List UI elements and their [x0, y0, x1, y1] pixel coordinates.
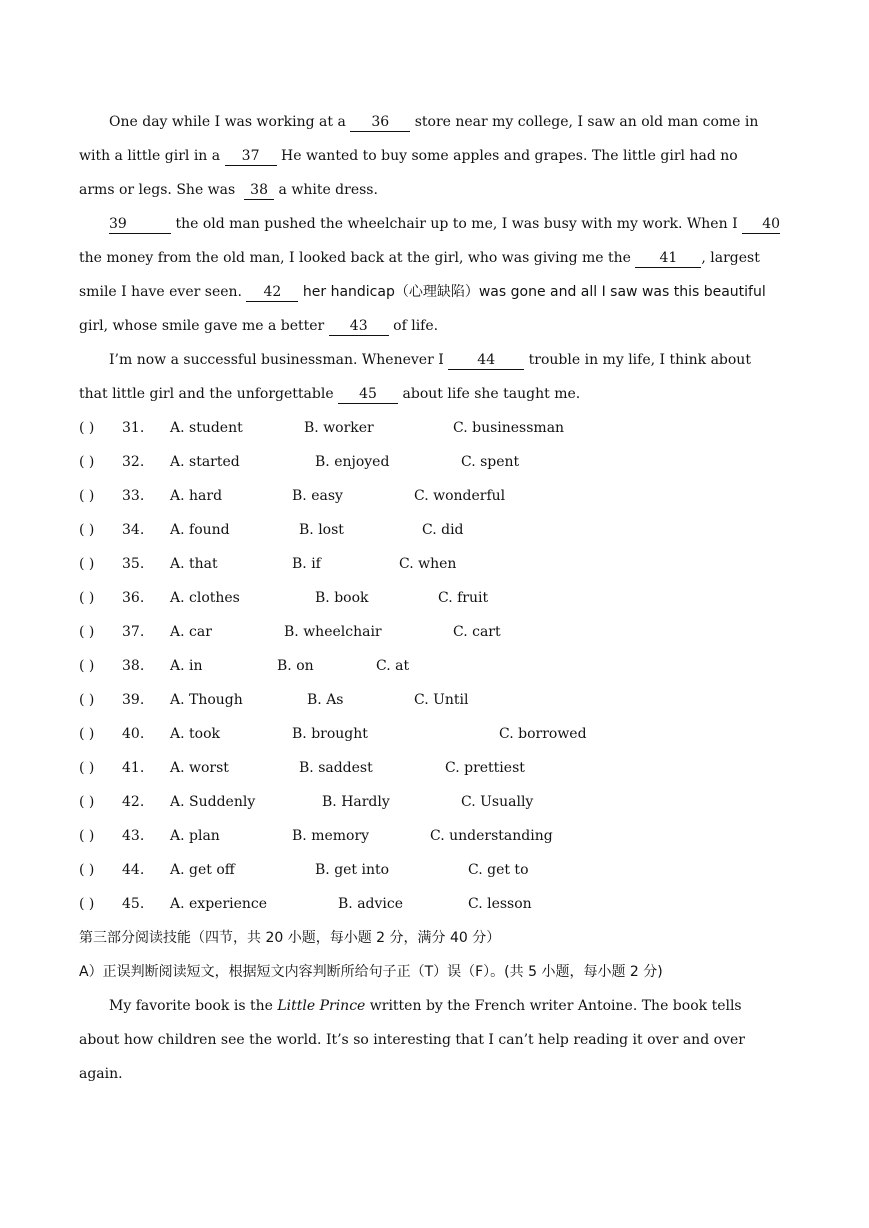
question-row — [79, 785, 791, 819]
answer-paren: ( ) — [79, 726, 95, 742]
option-a: A. plan — [170, 828, 220, 844]
reading-text: My favorite book is the — [109, 998, 273, 1014]
question-list — [79, 411, 791, 921]
question-number: 37. — [122, 624, 145, 640]
option-b: B. wheelchair — [284, 624, 382, 640]
question-number: 34. — [122, 522, 145, 538]
section-title: 第三部分阅读技能（四节，共 20 小题，每小题 2 分，满分 40 分） — [79, 930, 501, 946]
option-a: A. Suddenly — [170, 794, 256, 810]
option-c: C. when — [399, 556, 457, 572]
blank-45: 45 — [338, 385, 398, 404]
option-b: B. easy — [292, 488, 343, 504]
option-b: B. Hardly — [322, 794, 390, 810]
passage-text: One day while I was working at a — [109, 114, 346, 130]
answer-paren: ( ) — [79, 556, 95, 572]
option-b: B. get into — [315, 862, 390, 878]
blank-41: 41 — [635, 249, 701, 268]
answer-paren: ( ) — [79, 420, 95, 436]
answer-paren: ( ) — [79, 828, 95, 844]
option-c: C. get to — [468, 862, 529, 878]
option-a: A. in — [170, 658, 203, 674]
passage-text: the old man pushed the wheelchair up to me, I was busy with my work. When I — [175, 216, 738, 232]
option-b: B. book — [315, 590, 369, 606]
option-a: A. found — [170, 522, 230, 538]
blank-42: 42 — [246, 283, 298, 302]
option-b: B. lost — [299, 522, 344, 538]
blank-38: 38 — [244, 181, 274, 200]
reading-text: written by the French writer Antoine. The book tells — [369, 998, 742, 1014]
option-c: C. Usually — [461, 794, 534, 810]
option-a: A. that — [170, 556, 218, 572]
question-number: 40. — [122, 726, 145, 742]
option-b: B. memory — [292, 828, 370, 844]
passage-text: store near my college, I saw an old man come in — [414, 114, 759, 130]
blank-39: 39 — [109, 215, 171, 234]
question-number: 35. — [122, 556, 145, 572]
answer-paren: ( ) — [79, 590, 95, 606]
question-row — [79, 717, 791, 751]
answer-paren: ( ) — [79, 488, 95, 504]
reading-line: about how children see the world. It’s so interesting that I can’t help reading it over and over — [79, 1032, 745, 1048]
option-c: C. cart — [453, 624, 501, 640]
option-c: C. borrowed — [499, 726, 587, 742]
passage-text: He wanted to buy some apples and grapes. The little girl had no — [281, 148, 738, 164]
option-a: A. experience — [170, 896, 268, 912]
answer-paren: ( ) — [79, 522, 95, 538]
blank-43: 43 — [329, 317, 389, 336]
option-b: B. worker — [304, 420, 374, 436]
passage-line — [79, 309, 791, 343]
passage-text: smile I have ever seen. — [79, 284, 242, 300]
option-a: A. worst — [170, 760, 229, 776]
passage-text: trouble in my life, I think about — [528, 352, 751, 368]
passage-text: with a little girl in a — [79, 148, 221, 164]
question-row — [79, 751, 791, 785]
option-c: C. lesson — [468, 896, 532, 912]
question-row — [79, 479, 791, 513]
answer-paren: ( ) — [79, 454, 95, 470]
passage-line — [79, 207, 791, 241]
answer-paren: ( ) — [79, 862, 95, 878]
passage-line — [79, 105, 791, 139]
passage-text: about life she taught me. — [402, 386, 581, 402]
passage-line — [79, 343, 791, 377]
option-c: C. wonderful — [414, 488, 506, 504]
question-number: 45. — [122, 896, 145, 912]
question-number: 38. — [122, 658, 145, 674]
passage-line — [79, 275, 791, 309]
option-b: B. saddest — [299, 760, 373, 776]
passage-text: her handicap（心理缺陷）was gone and all I saw was this beautiful — [302, 284, 766, 300]
option-a: A. car — [170, 624, 212, 640]
passage-text: the money from the old man, I looked back at the girl, who was giving me the — [79, 250, 631, 266]
option-c: C. spent — [461, 454, 520, 470]
answer-paren: ( ) — [79, 760, 95, 776]
passage-text: girl, whose smile gave me a better — [79, 318, 325, 334]
option-b: B. if — [292, 556, 321, 572]
passage-line — [79, 139, 791, 173]
blank-36: 36 — [350, 113, 410, 132]
question-row — [79, 513, 791, 547]
question-row — [79, 445, 791, 479]
passage-text: arms or legs. She was — [79, 182, 236, 198]
option-a: A. started — [170, 454, 240, 470]
option-c: C. fruit — [438, 590, 489, 606]
option-c: C. did — [422, 522, 464, 538]
question-row — [79, 547, 791, 581]
question-number: 31. — [122, 420, 145, 436]
blank-37: 37 — [225, 147, 277, 166]
option-b: B. enjoyed — [315, 454, 390, 470]
option-a: A. Though — [170, 692, 243, 708]
passage-line — [79, 173, 791, 207]
option-c: C. at — [376, 658, 410, 674]
option-c: C. understanding — [430, 828, 553, 844]
question-number: 42. — [122, 794, 145, 810]
reading-line: again. — [79, 1066, 123, 1082]
option-a: A. student — [170, 420, 243, 436]
book-title: Little Prince — [277, 998, 366, 1014]
question-number: 36. — [122, 590, 145, 606]
option-b: B. advice — [338, 896, 404, 912]
option-a: A. clothes — [170, 590, 240, 606]
passage-line — [79, 377, 791, 411]
answer-paren: ( ) — [79, 692, 95, 708]
question-row — [79, 853, 791, 887]
option-c: C. prettiest — [445, 760, 525, 776]
blank-44: 44 — [448, 351, 524, 370]
answer-paren: ( ) — [79, 896, 95, 912]
passage-text: that little girl and the unforgettable — [79, 386, 334, 402]
question-number: 43. — [122, 828, 145, 844]
blank-40: 40 — [742, 215, 780, 234]
question-number: 44. — [122, 862, 145, 878]
answer-paren: ( ) — [79, 624, 95, 640]
passage-text: I’m now a successful businessman. Whenever I — [109, 352, 444, 368]
option-a: A. get off — [170, 862, 235, 878]
passage-line — [79, 241, 791, 275]
answer-paren: ( ) — [79, 794, 95, 810]
question-row — [79, 887, 791, 921]
option-a: A. took — [170, 726, 220, 742]
part-a-instructions: A）正误判断阅读短文，根据短文内容判断所给句子正（T）误（F）。(共 5 小题，每小题 2 分) — [79, 964, 663, 980]
option-b: B. brought — [292, 726, 368, 742]
question-row — [79, 615, 791, 649]
option-a: A. hard — [170, 488, 223, 504]
question-row — [79, 581, 791, 615]
question-row — [79, 649, 791, 683]
question-number: 41. — [122, 760, 145, 776]
answer-paren: ( ) — [79, 658, 95, 674]
option-b: B. As — [307, 692, 344, 708]
passage-text: , largest — [701, 250, 760, 266]
question-number: 33. — [122, 488, 145, 504]
question-row — [79, 411, 791, 445]
question-row — [79, 683, 791, 717]
reading-line — [79, 989, 791, 1023]
document-page — [79, 105, 791, 1091]
question-row — [79, 819, 791, 853]
option-c: C. businessman — [453, 420, 565, 436]
option-b: B. on — [277, 658, 314, 674]
question-number: 32. — [122, 454, 145, 470]
passage-text: of life. — [393, 318, 439, 334]
option-c: C. Until — [414, 692, 469, 708]
passage-text: a white dress. — [278, 182, 378, 198]
question-number: 39. — [122, 692, 145, 708]
